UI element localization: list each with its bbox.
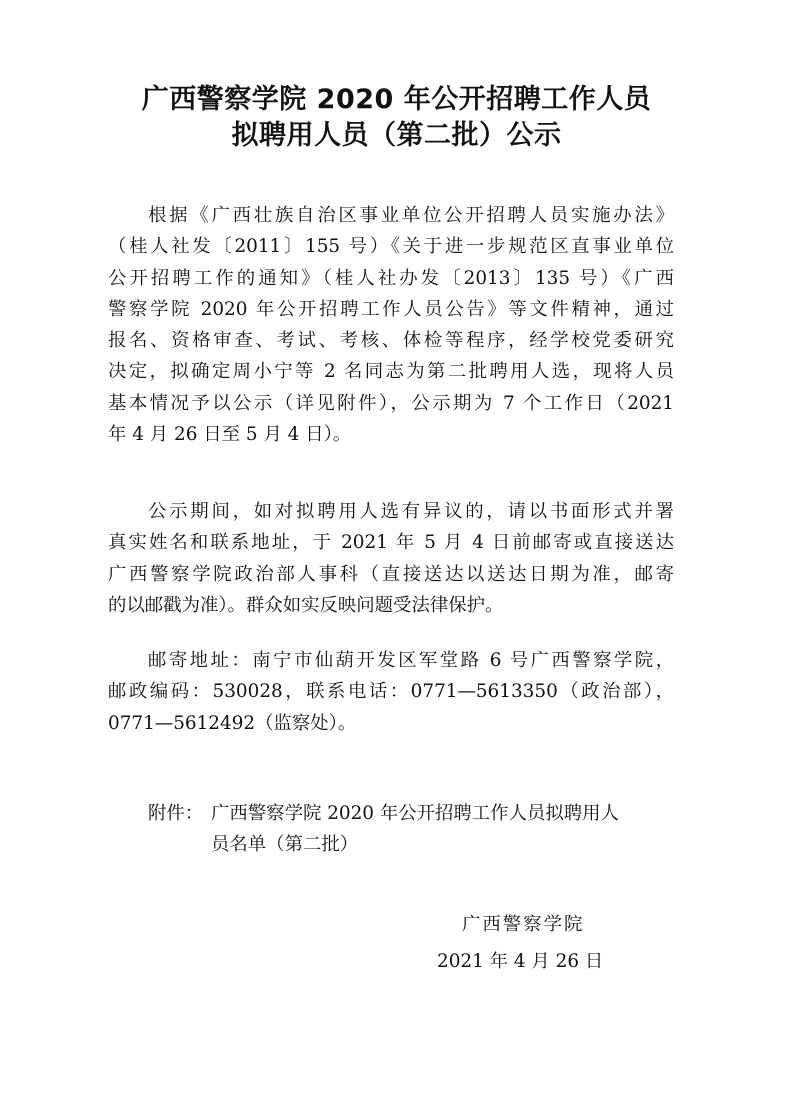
paragraph-line: 警察学院 2020 年公开招聘工作人员公告》等文件精神，通过 <box>108 298 674 320</box>
paragraph-line: 真实姓名和联系地址，于 2021 年 5 月 4 日前邮寄或直接送达 <box>108 532 674 554</box>
signature-date: 2021 年 4 月 26 日 <box>437 951 604 972</box>
attachment-line-1: 广西警察学院 2020 年公开招聘工作人员拟聘用人 <box>211 803 619 824</box>
attachment-line-2: 员名单（第二批） <box>211 834 359 856</box>
attachment-note <box>148 798 674 861</box>
paragraph-line: 广西警察学院政治部人事科（直接送达以送达日期为准，邮寄 <box>108 563 674 585</box>
title-line-2: 拟聘用人员（第二批）公示 <box>231 120 562 151</box>
title-line-1: 广西警察学院 2020 年公开招聘工作人员 <box>141 84 652 115</box>
paragraph-line: 决定，拟确定周小宁等 2 名同志为第二批聘用人选，现将人员 <box>108 361 674 383</box>
paragraph-line: （桂人社发〔2011〕155 号）《关于进一步规范区直事业单位 <box>108 236 674 258</box>
attachment-label: 附件： <box>148 803 204 824</box>
paragraph-line: 邮政编码：530028，联系电话：0771—5613350（政治部）， <box>108 681 674 703</box>
paragraph-basis <box>108 200 674 450</box>
paragraph-contact <box>108 645 674 739</box>
paragraph-line: 0771—5612492（监察处）。 <box>108 712 357 734</box>
paragraph-line: 报名、资格审查、考试、考核、体检等程序，经学校党委研究 <box>108 330 674 352</box>
paragraph-line: 公开招聘工作的通知》（桂人社办发〔2013〕135 号）《广西 <box>108 267 674 289</box>
paragraph-line: 年 4 月 26 日至 5 月 4 日）。 <box>108 424 352 446</box>
paragraph-line: 公示期间，如对拟聘用人选有异议的，请以书面形式并署 <box>148 501 674 522</box>
paragraph-line: 基本情况予以公示（详见附件），公示期为 7 个工作日（2021 <box>108 392 674 414</box>
paragraph-line: 根据《广西壮族自治区事业单位公开招聘人员实施办法》 <box>148 205 674 226</box>
paragraph-objection <box>108 496 674 621</box>
signature-organization: 广西警察学院 <box>462 914 585 935</box>
paragraph-line: 的以邮戳为准）。群众如实反映问题受法律保护。 <box>108 594 504 616</box>
paragraph-line: 邮寄地址：南宁市仙葫开发区军堂路 6 号广西警察学院， <box>148 650 674 671</box>
